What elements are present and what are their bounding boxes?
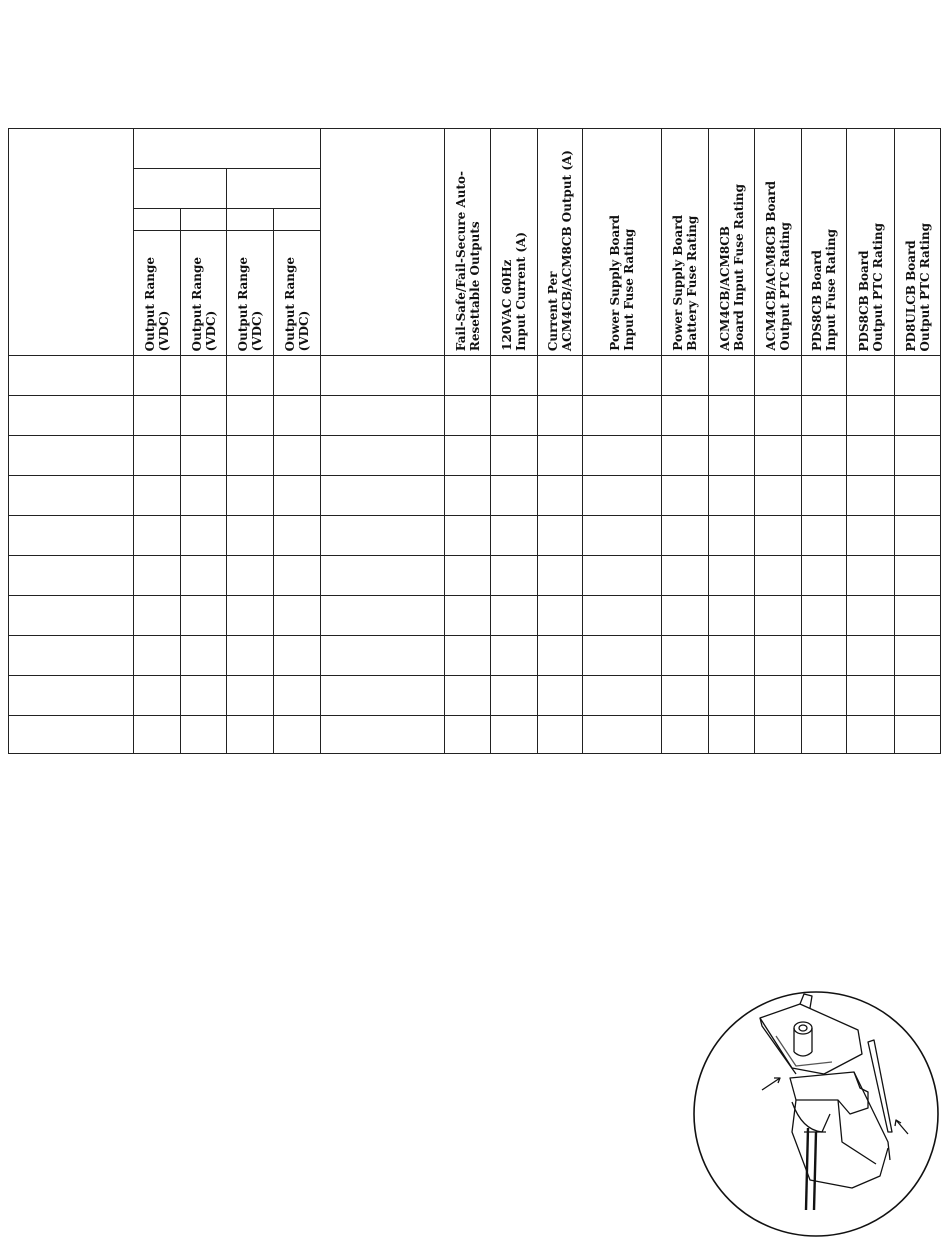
model-header-cell — [9, 129, 134, 356]
table-cell — [181, 596, 227, 636]
header-acm-input-fuse-label: ACM4CB/ACM8CB Board Input Fuse Rating — [717, 184, 746, 351]
table-cell — [491, 676, 538, 716]
table-cell — [274, 396, 321, 436]
table-cell — [9, 396, 134, 436]
output-group-header — [134, 129, 321, 169]
table-cell — [227, 596, 274, 636]
table-cell — [847, 676, 895, 716]
table-cell — [445, 556, 491, 596]
table-cell — [802, 436, 847, 476]
table-cell — [134, 476, 181, 516]
table-cell — [134, 436, 181, 476]
table-cell — [709, 436, 755, 476]
header-pd8ulcb-output-ptc — [895, 129, 941, 356]
table-cell — [134, 356, 181, 396]
table-cell — [755, 356, 802, 396]
table-cell — [181, 676, 227, 716]
table-cell — [847, 556, 895, 596]
module-diagram-icon — [692, 982, 942, 1247]
table-row — [9, 596, 941, 636]
table-cell — [755, 556, 802, 596]
table-cell — [227, 396, 274, 436]
table-row — [9, 356, 941, 396]
table-cell — [755, 436, 802, 476]
table-cell — [274, 476, 321, 516]
table-cell — [583, 636, 662, 676]
table-cell — [895, 556, 941, 596]
table-cell — [709, 516, 755, 556]
table-row — [9, 436, 941, 476]
table-row — [9, 636, 941, 676]
table-cell — [895, 356, 941, 396]
table-cell — [227, 356, 274, 396]
table-cell — [583, 596, 662, 636]
table-cell — [709, 356, 755, 396]
table-cell — [895, 476, 941, 516]
table-cell — [491, 556, 538, 596]
table-cell — [181, 476, 227, 516]
table-cell — [662, 676, 709, 716]
table-cell — [662, 556, 709, 596]
table-cell — [274, 716, 321, 754]
table-cell — [847, 396, 895, 436]
table-cell — [802, 636, 847, 676]
header-output-range-2 — [181, 231, 227, 356]
header-pds8cb-output-ptc — [847, 129, 895, 356]
table-cell — [662, 636, 709, 676]
table-row — [9, 396, 941, 436]
table-cell — [895, 396, 941, 436]
table-cell — [321, 436, 445, 476]
header-acm-output-ptc — [755, 129, 802, 356]
table-cell — [9, 716, 134, 754]
header-ps-battery-fuse-label: Power Supply Board Battery Fuse Rating — [671, 215, 699, 351]
table-cell — [709, 476, 755, 516]
table-cell — [9, 636, 134, 676]
table-cell — [134, 396, 181, 436]
header-ps-input-fuse — [583, 129, 662, 356]
table-cell — [9, 476, 134, 516]
table-cell — [662, 516, 709, 556]
table-cell — [134, 716, 181, 754]
table-cell — [847, 356, 895, 396]
header-acm-input-fuse — [709, 129, 755, 356]
table-cell — [181, 556, 227, 596]
table-cell — [227, 556, 274, 596]
output-subheader-cell — [134, 209, 181, 231]
table-cell — [709, 636, 755, 676]
table-cell — [134, 636, 181, 676]
table-cell — [583, 516, 662, 556]
table-cell — [227, 516, 274, 556]
header-failsafe — [445, 129, 491, 356]
table-cell — [802, 716, 847, 754]
table-cell — [755, 396, 802, 436]
table-cell — [538, 556, 583, 596]
header-output-range-1 — [134, 231, 181, 356]
header-input-current — [491, 129, 538, 356]
table-cell — [134, 676, 181, 716]
table-cell — [662, 396, 709, 436]
table-cell — [274, 516, 321, 556]
header-acm-output-ptc-label: ACM4CB/ACM8CB Board Output PTC Rating — [764, 181, 792, 351]
table-row — [9, 716, 941, 754]
table-cell — [321, 676, 445, 716]
table-cell — [321, 396, 445, 436]
header-ps-battery-fuse — [662, 129, 709, 356]
table-cell — [9, 516, 134, 556]
table-cell — [895, 676, 941, 716]
table-cell — [274, 356, 321, 396]
table-cell — [321, 716, 445, 754]
table-cell — [181, 636, 227, 676]
table-cell — [491, 516, 538, 556]
table-cell — [709, 396, 755, 436]
table-cell — [538, 676, 583, 716]
table-cell — [802, 676, 847, 716]
table-cell — [802, 516, 847, 556]
table-cell — [274, 436, 321, 476]
table-cell — [662, 436, 709, 476]
table-cell — [181, 716, 227, 754]
table-cell — [583, 676, 662, 716]
header-failsafe-label: Fail-Safe/Fail-Secure Auto- Resettable Outputs — [453, 170, 482, 351]
header-pds8cb-input-fuse — [802, 129, 847, 356]
table-row — [9, 556, 941, 596]
table-cell — [181, 356, 227, 396]
table-cell — [227, 676, 274, 716]
table-cell — [321, 596, 445, 636]
table-cell — [491, 636, 538, 676]
table-cell — [802, 596, 847, 636]
table-cell — [9, 356, 134, 396]
table-cell — [662, 356, 709, 396]
table-cell — [321, 476, 445, 516]
table-cell — [445, 636, 491, 676]
header-ps-input-fuse-label: Power Supply Board Input Fuse Rating — [608, 215, 636, 351]
output-subheader-cell — [274, 209, 321, 231]
specifications-table — [8, 128, 941, 754]
table-cell — [709, 716, 755, 754]
table-cell — [491, 356, 538, 396]
table-cell — [538, 476, 583, 516]
table-cell — [583, 716, 662, 754]
table-cell — [445, 596, 491, 636]
table-cell — [321, 636, 445, 676]
table-cell — [802, 356, 847, 396]
table-cell — [445, 516, 491, 556]
table-cell — [181, 516, 227, 556]
table-cell — [583, 476, 662, 516]
table-cell — [9, 436, 134, 476]
table-cell — [662, 596, 709, 636]
table-cell — [274, 556, 321, 596]
table-cell — [181, 436, 227, 476]
table-cell — [895, 716, 941, 754]
description-header-cell — [321, 129, 445, 356]
table-cell — [538, 396, 583, 436]
table-cell — [895, 596, 941, 636]
table-cell — [9, 596, 134, 636]
header-pds8cb-output-ptc-label: PDS8CB Board Output PTC Rating — [856, 222, 885, 351]
table-cell — [491, 476, 538, 516]
table-cell — [895, 636, 941, 676]
header-output-range-4 — [274, 231, 321, 356]
table-cell — [802, 396, 847, 436]
table-cell — [227, 716, 274, 754]
table-cell — [895, 516, 941, 556]
table-cell — [445, 396, 491, 436]
table-cell — [538, 356, 583, 396]
table-cell — [538, 596, 583, 636]
output-subheader-cell — [181, 209, 227, 231]
table-cell — [755, 596, 802, 636]
header-input-current-label: 120VAC 60Hz Input Current (A) — [500, 232, 528, 351]
table-cell — [181, 396, 227, 436]
output-subgroup-header-1 — [134, 169, 227, 209]
table-cell — [491, 716, 538, 754]
table-cell — [755, 636, 802, 676]
table-cell — [847, 596, 895, 636]
header-output-range-3 — [227, 231, 274, 356]
table-cell — [134, 516, 181, 556]
output-subheader-cell — [227, 209, 274, 231]
table-cell — [227, 636, 274, 676]
table-cell — [538, 716, 583, 754]
table-cell — [491, 596, 538, 636]
header-output-range-4-label: Output Range (VDC) — [283, 256, 311, 351]
table-cell — [583, 556, 662, 596]
table-cell — [583, 356, 662, 396]
table-cell — [9, 556, 134, 596]
table-cell — [321, 556, 445, 596]
table-cell — [895, 436, 941, 476]
table-cell — [847, 476, 895, 516]
table-cell — [538, 636, 583, 676]
table-cell — [227, 476, 274, 516]
table-cell — [755, 516, 802, 556]
table-cell — [755, 716, 802, 754]
header-current-per-output-label: Current Per ACM4CB/ACM8CB Output (A) — [546, 149, 574, 351]
table-cell — [9, 676, 134, 716]
table-cell — [847, 436, 895, 476]
table-cell — [491, 436, 538, 476]
table-cell — [847, 636, 895, 676]
table-row — [9, 676, 941, 716]
table-cell — [709, 676, 755, 716]
table-cell — [709, 596, 755, 636]
header-output-range-2-label: Output Range (VDC) — [189, 256, 218, 351]
table-row — [9, 476, 941, 516]
table-cell — [445, 356, 491, 396]
header-output-range-3-label: Output Range (VDC) — [236, 256, 264, 351]
table-cell — [802, 556, 847, 596]
table-cell — [491, 396, 538, 436]
table-cell — [583, 436, 662, 476]
table-cell — [538, 436, 583, 476]
table-cell — [538, 516, 583, 556]
table-cell — [755, 476, 802, 516]
table-cell — [274, 596, 321, 636]
table-cell — [847, 516, 895, 556]
table-cell — [274, 636, 321, 676]
table-cell — [445, 436, 491, 476]
table-cell — [662, 716, 709, 754]
table-cell — [583, 396, 662, 436]
table-cell — [274, 676, 321, 716]
table-cell — [134, 556, 181, 596]
table-cell — [445, 716, 491, 754]
header-pds8cb-input-fuse-label: PDS8CB Board Input Fuse Rating — [810, 228, 838, 351]
table-cell — [662, 476, 709, 516]
header-pd8ulcb-output-ptc-label: PD8ULCB Board Output PTC Rating — [903, 222, 932, 351]
table-cell — [802, 476, 847, 516]
table-cell — [709, 556, 755, 596]
table-cell — [321, 356, 445, 396]
header-output-range-1-label: Output Range (VDC) — [143, 256, 171, 351]
header-current-per-output — [538, 129, 583, 356]
table-cell — [321, 516, 445, 556]
table-cell — [134, 596, 181, 636]
output-subgroup-header-2 — [227, 169, 321, 209]
table-cell — [445, 476, 491, 516]
table-cell — [445, 676, 491, 716]
table-cell — [755, 676, 802, 716]
table-row — [9, 516, 941, 556]
table-cell — [227, 436, 274, 476]
table-cell — [847, 716, 895, 754]
